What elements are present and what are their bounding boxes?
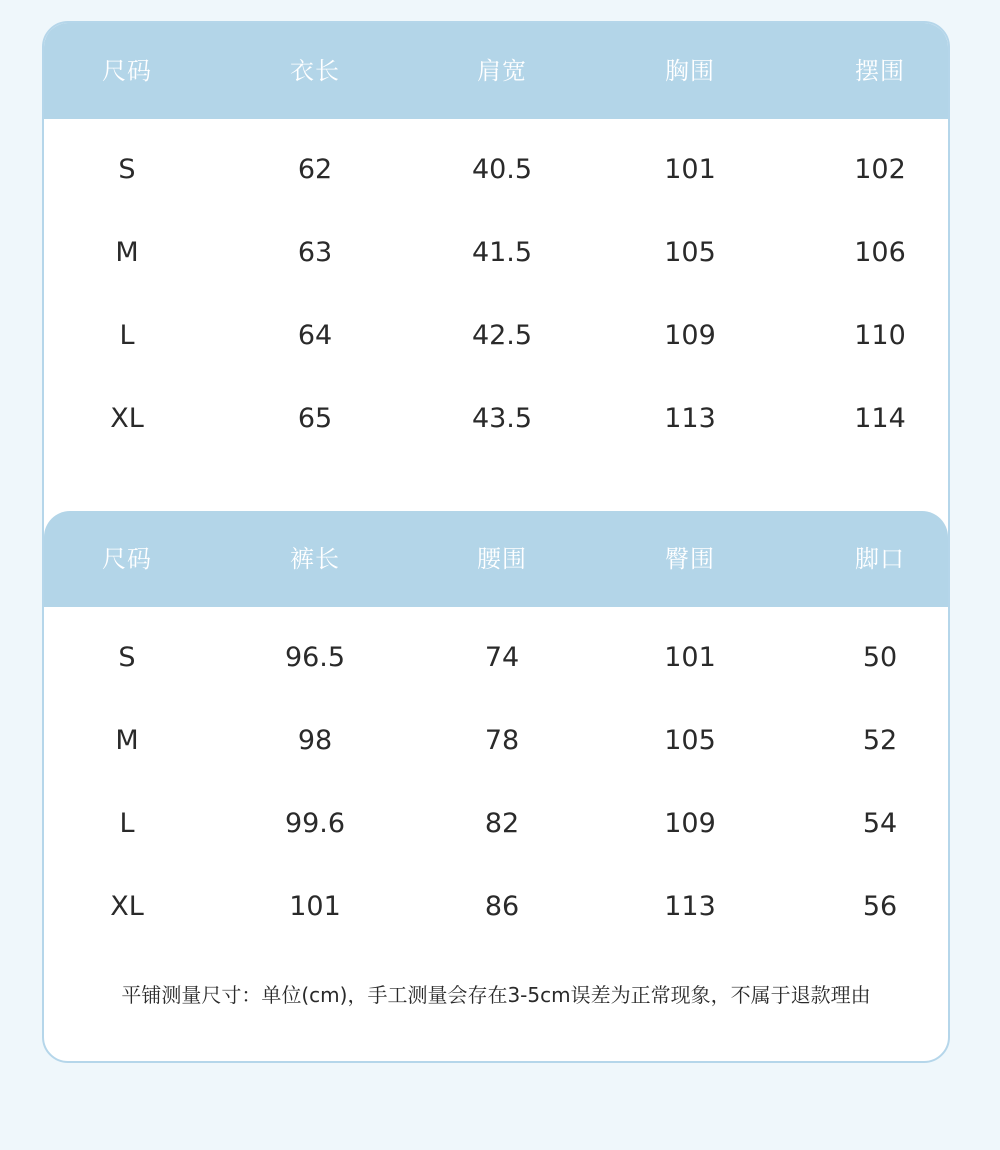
table-cell: 106 — [854, 237, 906, 268]
table-cell: 62 — [297, 154, 333, 185]
table-cell: 65 — [297, 403, 333, 434]
table-cell: 113 — [664, 403, 716, 434]
table-cell: 101 — [664, 642, 716, 673]
table-cell: 101 — [664, 154, 716, 185]
table-cell: 40.5 — [471, 154, 533, 185]
table-cell: M — [115, 725, 139, 756]
table-cell: 114 — [854, 403, 906, 434]
table-cell: 96.5 — [284, 642, 346, 673]
table-cell: L — [119, 320, 135, 351]
table-cell: 101 — [289, 891, 341, 922]
table-cell: M — [115, 237, 139, 268]
bottom-table-header — [44, 511, 948, 607]
table-cell: 42.5 — [471, 320, 533, 351]
table-cell: 74 — [484, 642, 520, 673]
table-cell: 109 — [664, 320, 716, 351]
top-size-table — [44, 23, 948, 511]
table-cell: 82 — [484, 808, 520, 839]
header-size: 尺码 — [102, 545, 152, 573]
table-cell: 86 — [484, 891, 520, 922]
table-cell: 54 — [862, 808, 898, 839]
header-pants-length: 裤长 — [290, 545, 340, 573]
table-cell: S — [118, 642, 136, 673]
header-size: 尺码 — [102, 57, 152, 85]
table-cell: 98 — [297, 725, 333, 756]
table-cell: 63 — [297, 237, 333, 268]
table-cell: 105 — [664, 237, 716, 268]
header-shoulder: 肩宽 — [477, 57, 527, 85]
table-cell: 105 — [664, 725, 716, 756]
top-table-header — [44, 23, 948, 119]
table-cell: XL — [110, 403, 144, 434]
table-cell: 56 — [862, 891, 898, 922]
table-cell: 102 — [854, 154, 906, 185]
table-cell: 99.6 — [284, 808, 346, 839]
header-hem: 摆围 — [855, 57, 905, 85]
table-cell: L — [119, 808, 135, 839]
size-chart-card — [42, 21, 950, 1063]
header-hip: 臀围 — [665, 545, 715, 573]
table-cell: 64 — [297, 320, 333, 351]
table-cell: 110 — [854, 320, 906, 351]
header-chest: 胸围 — [665, 57, 715, 85]
bottom-size-table — [44, 511, 948, 1061]
table-cell: 52 — [862, 725, 898, 756]
table-cell: XL — [110, 891, 144, 922]
table-cell: 109 — [664, 808, 716, 839]
measurement-note: 平铺测量尺寸：单位(cm)，手工测量会存在3-5cm误差为正常现象，不属于退款理由 — [121, 983, 871, 1007]
table-cell: 113 — [664, 891, 716, 922]
header-leg-opening: 脚口 — [855, 545, 905, 573]
table-cell: 43.5 — [471, 403, 533, 434]
table-cell: 50 — [862, 642, 898, 673]
table-cell: 78 — [484, 725, 520, 756]
table-cell: 41.5 — [471, 237, 533, 268]
table-cell: S — [118, 154, 136, 185]
header-waist: 腰围 — [477, 545, 527, 573]
header-length: 衣长 — [290, 57, 340, 85]
